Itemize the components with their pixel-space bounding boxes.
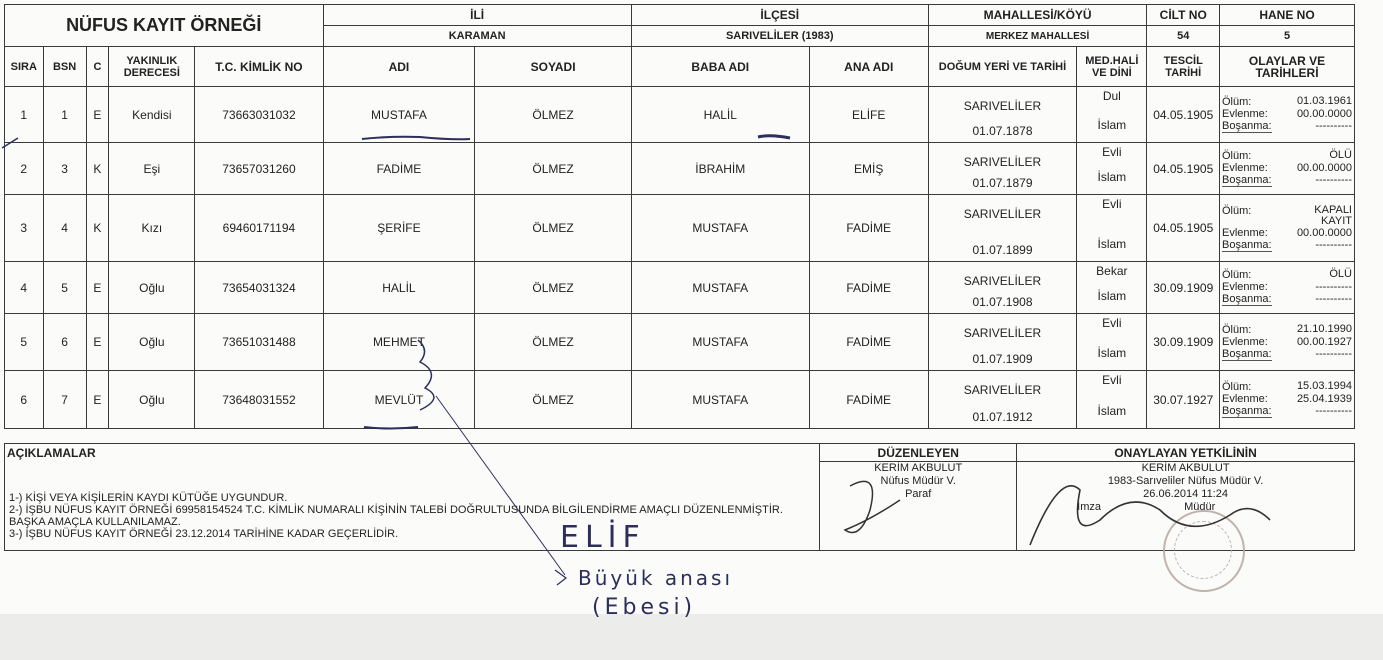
event-value: 00.00.1927 (1296, 335, 1352, 348)
birth-date: 01.07.1899 (972, 243, 1033, 257)
cell-tc: 73651031488 (195, 314, 323, 371)
religion: İslam (1097, 289, 1127, 303)
approver-signature (1030, 486, 1270, 545)
duzenleyen-paraf: Paraf (905, 488, 932, 500)
cell-tc: 73657031260 (195, 143, 323, 195)
note-3: 3-) İŞBU NÜFUS KAYIT ÖRNEĞİ 23.12.2014 TARİHİNE KADAR GEÇERLİDİR. (9, 527, 399, 540)
event-label: Ölüm: (1222, 204, 1252, 217)
cell-sira: 5 (5, 314, 44, 371)
birth-date: 01.07.1909 (972, 352, 1033, 366)
cell-adi: ŞERİFE (323, 195, 475, 262)
margin-tick-mark (2, 138, 18, 148)
cell-bsn: 5 (43, 262, 86, 314)
cell-adi: HALİL (323, 262, 475, 314)
event-label: Evlenme: (1222, 162, 1268, 174)
cell-tc: 73648031552 (195, 371, 323, 429)
onaylayan-mudur: Müdür (1184, 501, 1216, 513)
underline-elife (758, 136, 790, 138)
ilce-label: İLÇESİ (631, 5, 928, 26)
col-c: C (86, 47, 109, 87)
event-value: 25.04.1939 (1296, 393, 1352, 405)
event-value: ÖLÜ (1329, 149, 1352, 161)
event-value: 00.00.0000 (1296, 108, 1352, 120)
marital-status: Evli (1102, 197, 1122, 211)
cell-baba: MUSTAFA (631, 371, 809, 429)
birth-place: SARIVELİLER (963, 155, 1042, 169)
event-value: 01.03.1961 (1296, 95, 1352, 107)
event-label: Boşanma: (1222, 405, 1272, 417)
cell-tescil: 30.09.1909 (1147, 262, 1220, 314)
religion: İslam (1097, 404, 1127, 418)
cilt-label: CİLT NO (1147, 5, 1220, 26)
col-olaylar: OLAYLAR VE TARİHLERİ (1220, 47, 1355, 87)
underline-mustafa (362, 137, 470, 140)
birth-date: 01.07.1908 (972, 295, 1033, 309)
cell-bsn: 6 (43, 314, 86, 371)
cell-ana: FADİME (809, 314, 928, 371)
cell-ana: FADİME (809, 195, 928, 262)
col-soyadi: SOYADI (475, 47, 631, 87)
cell-tc: 73663031032 (195, 87, 323, 143)
handwritten-note-line1: Büyük anası (578, 566, 734, 590)
event-value: ---------- (1315, 120, 1352, 132)
cell-c: E (86, 87, 109, 143)
cell-tescil: 04.05.1905 (1147, 195, 1220, 262)
mahalle-label: MAHALLESİ/KÖYÜ (928, 5, 1147, 26)
cell-adi: MUSTAFA (323, 87, 475, 143)
cell-ana: FADİME (809, 262, 928, 314)
col-tescil: TESCİL TARİHİ (1147, 47, 1220, 87)
religion: İslam (1097, 118, 1127, 132)
birth-place: SARIVELİLER (963, 207, 1042, 221)
arrow-head (555, 570, 566, 585)
cell-c: E (86, 262, 109, 314)
cell-baba: MUSTAFA (631, 262, 809, 314)
event-label: Boşanma: (1222, 238, 1272, 251)
cell-soyadi: ÖLMEZ (475, 195, 631, 262)
duzenleyen-label: DÜZENLEYEN (820, 444, 1017, 462)
birth-place: SARIVELİLER (963, 274, 1042, 288)
cell-adi: FADİME (323, 143, 475, 195)
document-title: NÜFUS KAYIT ÖRNEĞİ (5, 5, 324, 47)
event-value: ---------- (1315, 293, 1352, 305)
cell-soyadi: ÖLMEZ (475, 87, 631, 143)
cell-tc: 69460171194 (195, 195, 323, 262)
cell-sira: 3 (5, 195, 44, 262)
event-label: Boşanma: (1222, 347, 1272, 360)
paraf-signature (845, 481, 900, 532)
cell-sira: 2 (5, 143, 44, 195)
handwritten-name: ELİF (560, 520, 646, 555)
cell-soyadi: ÖLMEZ (475, 262, 631, 314)
religion: İslam (1097, 346, 1127, 360)
cell-sira: 6 (5, 371, 44, 429)
col-baba: BABA ADI (631, 47, 809, 87)
event-value: ---------- (1315, 347, 1352, 360)
col-sira: SIRA (5, 47, 44, 87)
col-medhal: MED.HALİ VE DİNİ (1077, 47, 1147, 87)
cell-soyadi: ÖLMEZ (475, 371, 631, 429)
event-label: Ölüm: (1222, 96, 1252, 108)
event-label: Boşanma: (1222, 120, 1272, 132)
event-label: Ölüm: (1222, 269, 1252, 281)
onaylayan-title: 1983-Sarıveliler Nüfus Müdür V. (1107, 475, 1264, 487)
col-yakinlik: YAKINLIK DERECESİ (109, 47, 195, 87)
cell-soyadi: ÖLMEZ (475, 314, 631, 371)
hane-label: HANE NO (1220, 5, 1355, 26)
event-label: Evlenme: (1222, 108, 1268, 120)
cell-baba: MUSTAFA (631, 314, 809, 371)
cell-soyadi: ÖLMEZ (475, 143, 631, 195)
event-label: Ölüm: (1222, 323, 1252, 336)
birth-date: 01.07.1879 (972, 176, 1033, 190)
event-value: 00.00.0000 (1296, 226, 1352, 239)
birth-place: SARIVELİLER (963, 383, 1042, 397)
birth-place: SARIVELİLER (963, 99, 1042, 113)
marital-status: Evli (1102, 145, 1122, 159)
hane-value: 5 (1220, 26, 1355, 47)
cell-sira: 1 (5, 87, 44, 143)
event-label: Boşanma: (1222, 293, 1272, 305)
cell-bsn: 3 (43, 143, 86, 195)
birth-date: 01.07.1878 (972, 124, 1033, 138)
col-ana: ANA ADI (809, 47, 928, 87)
event-value: 00.00.0000 (1296, 162, 1352, 174)
duzenleyen-title: Nüfus Müdür V. (880, 475, 956, 487)
cell-adi: MEVLÜT (323, 371, 475, 429)
event-value: 15.03.1994 (1296, 380, 1352, 392)
col-bsn: BSN (43, 47, 86, 87)
birth-place: SARIVELİLER (963, 326, 1042, 340)
event-value: ---------- (1315, 174, 1352, 186)
marital-status: Evli (1102, 373, 1122, 387)
event-value: ---------- (1315, 281, 1352, 293)
event-label: Ölüm: (1222, 381, 1252, 393)
cell-bsn: 1 (43, 87, 86, 143)
cell-tescil: 04.05.1905 (1147, 87, 1220, 143)
onaylayan-label: ONAYLAYAN YETKİLİNİN (1017, 444, 1355, 462)
underline-mevlut (364, 427, 418, 429)
ilce-value: SARIVELİLER (1983) (631, 26, 928, 47)
cell-yakinlik: Oğlu (109, 371, 195, 429)
cell-yakinlik: Kızı (109, 195, 195, 262)
cell-c: E (86, 371, 109, 429)
marital-status: Bekar (1096, 264, 1128, 278)
aciklamalar-label: AÇIKLAMALAR (5, 444, 820, 462)
event-value: ---------- (1315, 405, 1352, 417)
birth-date: 01.07.1912 (972, 410, 1033, 424)
cell-yakinlik: Eşi (109, 143, 195, 195)
marital-status: Dul (1102, 89, 1121, 103)
mahalle-value: MERKEZ MAHALLESİ (928, 26, 1147, 47)
cell-tescil: 30.09.1909 (1147, 314, 1220, 371)
cell-bsn: 4 (43, 195, 86, 262)
event-value: ÖLÜ (1329, 268, 1352, 280)
cell-yakinlik: Oğlu (109, 262, 195, 314)
cell-sira: 4 (5, 262, 44, 314)
cell-yakinlik: Oğlu (109, 314, 195, 371)
marital-status: Evli (1102, 316, 1122, 330)
cell-bsn: 7 (43, 371, 86, 429)
handwritten-note-line2: (Ebesi) (592, 595, 697, 620)
cell-ana: ELİFE (809, 87, 928, 143)
duzenleyen-name: KERİM AKBULUT (874, 462, 963, 474)
cell-tescil: 30.07.1927 (1147, 371, 1220, 429)
note-1: 1-) KİŞİ VEYA KİŞİLERİN KAYDI KÜTÜĞE UYGUNDUR. (9, 491, 288, 504)
event-label: Evlenme: (1222, 226, 1268, 239)
event-label: Evlenme: (1222, 281, 1268, 293)
cell-baba: İBRAHİM (631, 143, 809, 195)
event-value: 21.10.1990 (1296, 322, 1352, 335)
note-2: 2-) İŞBU NÜFUS KAYIT ÖRNEĞİ 69958154524 T.C. KİMLİK NUMARALI KİŞİNİN TALEBİ DOĞRULTUSUNDA BİLGİLENDİRME AMAÇLI DÜZENLENMİŞTİR. BAŞKA AMAÇLA KULLANILAMAZ. (9, 503, 783, 528)
cell-ana: FADİME (809, 371, 928, 429)
col-adi: ADI (323, 47, 475, 87)
event-label: Evlenme: (1222, 335, 1268, 348)
brace-mark (418, 340, 434, 410)
cell-tc: 73654031324 (195, 262, 323, 314)
cell-baba: MUSTAFA (631, 195, 809, 262)
cell-yakinlik: Kendisi (109, 87, 195, 143)
event-value: ---------- (1315, 238, 1352, 251)
onaylayan-datetime: 26.06.2014 11:24 (1143, 488, 1228, 500)
onaylayan-name: KERİM AKBULUT (1141, 462, 1230, 474)
event-label: Evlenme: (1222, 393, 1268, 405)
cell-c: K (86, 195, 109, 262)
col-dogum: DOĞUM YERİ VE TARİHİ (928, 47, 1076, 87)
cell-c: K (86, 143, 109, 195)
cell-adi: MEHMET (323, 314, 475, 371)
event-label: Ölüm: (1222, 150, 1252, 162)
religion: İslam (1097, 237, 1127, 251)
cell-ana: EMİŞ (809, 143, 928, 195)
event-label: Boşanma: (1222, 174, 1272, 186)
il-label: İLİ (323, 5, 631, 26)
arrow-line (436, 396, 565, 575)
onaylayan-imza: İmza (1077, 501, 1101, 513)
col-tc: T.C. KİMLİK NO (195, 47, 323, 87)
il-value: KARAMAN (323, 26, 631, 47)
cilt-value: 54 (1147, 26, 1220, 47)
event-value: KAPALI KAYIT (1314, 203, 1352, 227)
cell-tescil: 04.05.1905 (1147, 143, 1220, 195)
religion: İslam (1097, 170, 1127, 184)
cell-baba: HALİL (631, 87, 809, 143)
cell-c: E (86, 314, 109, 371)
